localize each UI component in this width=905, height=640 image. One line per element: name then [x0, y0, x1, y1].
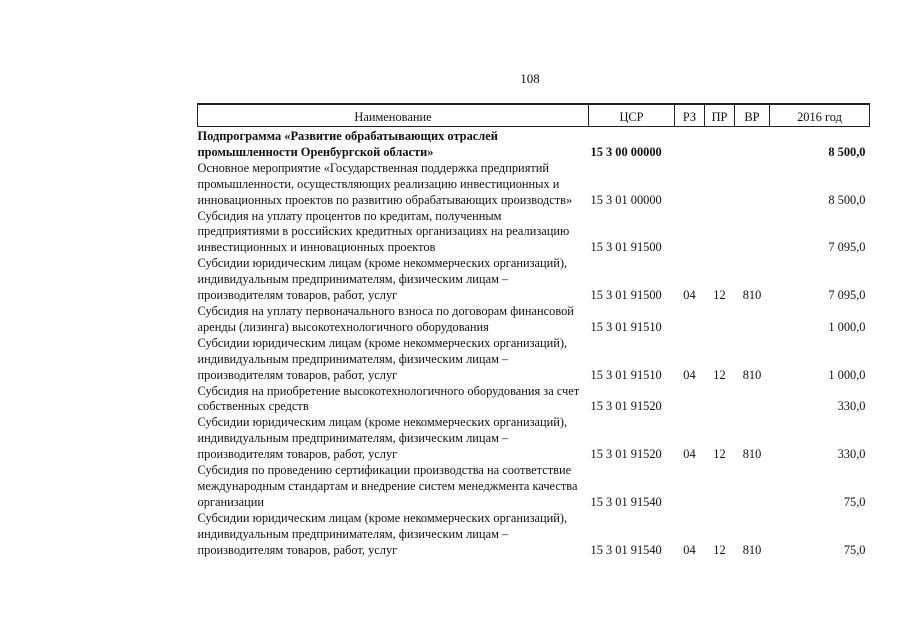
row-name: Субсидия на приобретение высокотехнологичного оборудования за счет собственных средств	[197, 383, 580, 414]
row-pr-code	[705, 463, 735, 511]
row-pr-code: 12	[713, 447, 726, 462]
row-vr-code: 810	[742, 367, 762, 382]
row-name: Субсидии юридическим лицам (кроме некоммерческих организаций), индивидуальным предпринимателям, физическим лицам – производителям товаров, работ, услуг	[197, 256, 568, 303]
row-pr-code	[705, 127, 735, 161]
row-name: Субсидии юридическим лицам (кроме некоммерческих организаций), индивидуальным предпринимателям, физическим лицам – производителям товаров, работ, услуг	[197, 335, 568, 382]
row-amount: 1 000,0	[828, 367, 866, 382]
page-number: 108	[520, 71, 540, 86]
row-vr-code	[735, 209, 770, 257]
row-csr-code: 15 3 01 91500	[590, 240, 662, 255]
row-csr-code: 15 3 00 00000	[590, 144, 662, 159]
table-row	[198, 511, 870, 559]
header-year: 2016 год	[770, 104, 870, 127]
row-name: Субсидия на уплату процентов по кредитам, полученным предприятиями в российских кредитных организациях на реализацию инвестиционных и инновационных проектов	[197, 208, 570, 255]
row-amount: 330,0	[837, 447, 866, 462]
header-name: Наименование	[198, 104, 589, 127]
header-csr: ЦСР	[589, 104, 675, 127]
row-name: Подпрограмма «Развитие обрабатывающих отраслей промышленности Оренбургской области»	[197, 129, 498, 159]
row-name: Основное мероприятие «Государственная поддержка предприятий промышленности, осуществляющих реализацию инвестиционных и инновационных проектов по развитию обрабатывающих производств»	[197, 160, 573, 207]
header-rz: РЗ	[675, 104, 705, 127]
row-rz-code: 04	[683, 447, 696, 462]
table-row	[198, 384, 870, 416]
row-rz-code	[675, 463, 705, 511]
row-pr-code: 12	[713, 542, 726, 557]
row-amount: 8 500,0	[828, 144, 866, 159]
table-row	[198, 304, 870, 336]
table-row	[198, 127, 870, 161]
row-rz-code: 04	[683, 542, 696, 557]
row-vr-code	[735, 463, 770, 511]
table-header-row	[198, 104, 870, 127]
budget-table	[197, 103, 870, 558]
budget-table-container	[197, 103, 869, 558]
row-csr-code: 15 3 01 91520	[590, 399, 662, 414]
table-row	[198, 415, 870, 463]
table-row	[198, 256, 870, 304]
row-amount: 1 000,0	[828, 319, 866, 334]
table-row	[198, 463, 870, 511]
row-amount: 75,0	[843, 494, 866, 509]
row-name: Субсидии юридическим лицам (кроме некоммерческих организаций), индивидуальным предпринимателям, физическим лицам – производителям товаров, работ, услуг	[197, 415, 568, 462]
row-vr-code	[735, 161, 770, 209]
row-vr-code: 810	[742, 288, 762, 303]
row-vr-code	[735, 304, 770, 336]
row-csr-code: 15 3 01 91540	[590, 494, 662, 509]
row-amount: 7 095,0	[828, 288, 866, 303]
row-vr-code: 810	[742, 542, 762, 557]
row-pr-code	[705, 384, 735, 416]
row-csr-code: 15 3 01 00000	[590, 192, 662, 207]
row-name: Субсидия по проведению сертификации производства на соответствие международным стандартам и внедрение систем менеджмента качества организации	[197, 463, 578, 509]
table-body	[198, 127, 870, 559]
row-amount: 75,0	[843, 542, 866, 557]
row-vr-code	[735, 384, 770, 416]
row-csr-code: 15 3 01 91540	[590, 542, 662, 557]
row-amount: 330,0	[837, 399, 866, 414]
row-csr-code: 15 3 01 91500	[590, 288, 662, 303]
row-rz-code	[675, 127, 705, 161]
table-row	[198, 336, 870, 384]
row-rz-code	[675, 304, 705, 336]
row-rz-code: 04	[683, 288, 696, 303]
row-csr-code: 15 3 01 91510	[590, 319, 662, 334]
table-row	[198, 161, 870, 209]
row-csr-code: 15 3 01 91520	[590, 447, 662, 462]
header-vr: ВР	[735, 104, 770, 127]
row-pr-code: 12	[713, 367, 726, 382]
row-amount: 7 095,0	[828, 240, 866, 255]
row-rz-code	[675, 161, 705, 209]
header-pr: ПР	[705, 104, 735, 127]
row-name: Субсидии юридическим лицам (кроме некоммерческих организаций), индивидуальным предпринимателям, физическим лицам – производителям товаров, работ, услуг	[197, 510, 568, 557]
row-vr-code	[735, 127, 770, 161]
row-pr-code	[705, 161, 735, 209]
row-rz-code	[675, 384, 705, 416]
row-amount: 8 500,0	[828, 192, 866, 207]
row-pr-code	[705, 304, 735, 336]
row-rz-code: 04	[683, 367, 696, 382]
row-rz-code	[675, 209, 705, 257]
row-pr-code: 12	[713, 288, 726, 303]
row-name: Субсидия на уплату первоначального взноса по договорам финансовой аренды (лизинга) высокотехнологичного оборудования	[197, 303, 574, 334]
row-pr-code	[705, 209, 735, 257]
table-row	[198, 209, 870, 257]
row-csr-code: 15 3 01 91510	[590, 367, 662, 382]
row-vr-code: 810	[742, 447, 762, 462]
